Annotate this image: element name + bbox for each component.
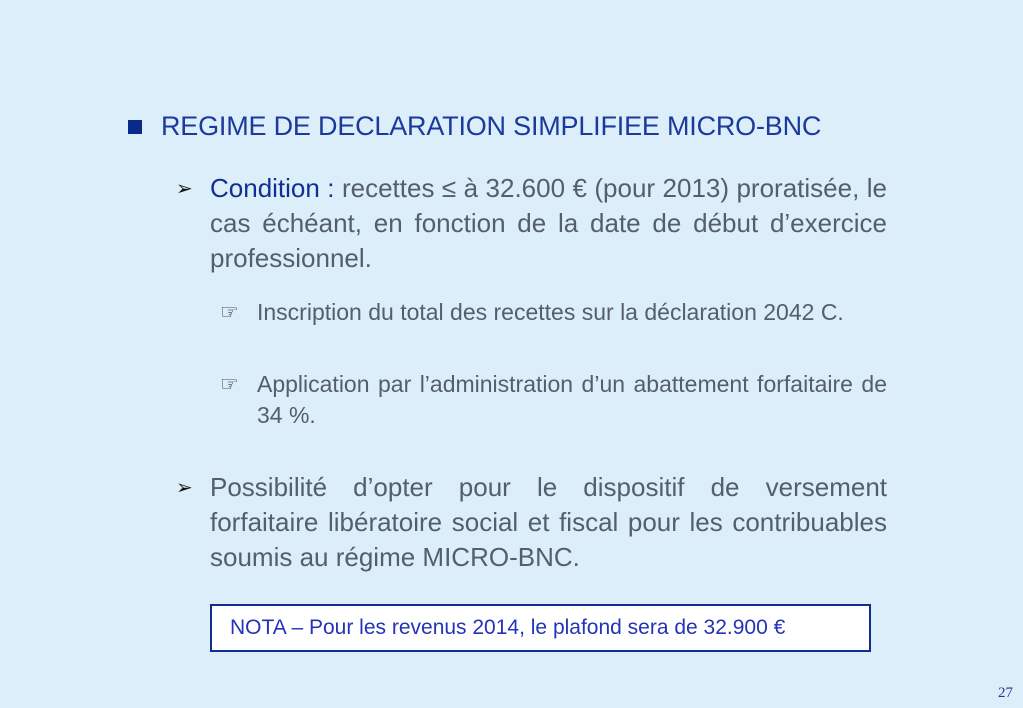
condition-text: recettes ≤ à 32.600 € (pour 2013) proratisée, le cas échéant, en fonction de la date de début d’exercice professionnel. [210, 173, 887, 273]
pointing-hand-icon: ☞ [220, 301, 239, 324]
square-bullet-icon [128, 120, 142, 134]
page-number: 27 [998, 685, 1013, 701]
sub-bullet-abattement [220, 369, 887, 431]
bullet-option [176, 470, 887, 575]
condition-label: Condition : [210, 173, 335, 203]
sub-bullet-inscription [220, 297, 887, 328]
pointing-hand-icon: ☞ [220, 373, 239, 396]
bullet-option-text: Possibilité d’opter pour le dispositif de versement forfaitaire libératoire social et fiscal pour les contribuables soumis au régime MICRO-BNC. [210, 472, 887, 572]
sub-bullet-text: Inscription du total des recettes sur la déclaration 2042 C. [257, 299, 844, 325]
nota-text: NOTA – Pour les revenus 2014, le plafond sera de 32.900 € [230, 616, 786, 639]
arrowhead-bullet-icon: ➢ [176, 178, 193, 200]
sub-bullet-text: Application par l’administration d’un abattement forfaitaire de 34 %. [257, 371, 887, 428]
section-heading-text: REGIME DE DECLARATION SIMPLIFIEE MICRO-BNC [161, 111, 822, 141]
bullet-condition-text [210, 171, 887, 276]
section-heading [128, 111, 821, 142]
bullet-condition [176, 171, 887, 276]
nota-box [210, 604, 871, 652]
arrowhead-bullet-icon: ➢ [176, 477, 193, 499]
